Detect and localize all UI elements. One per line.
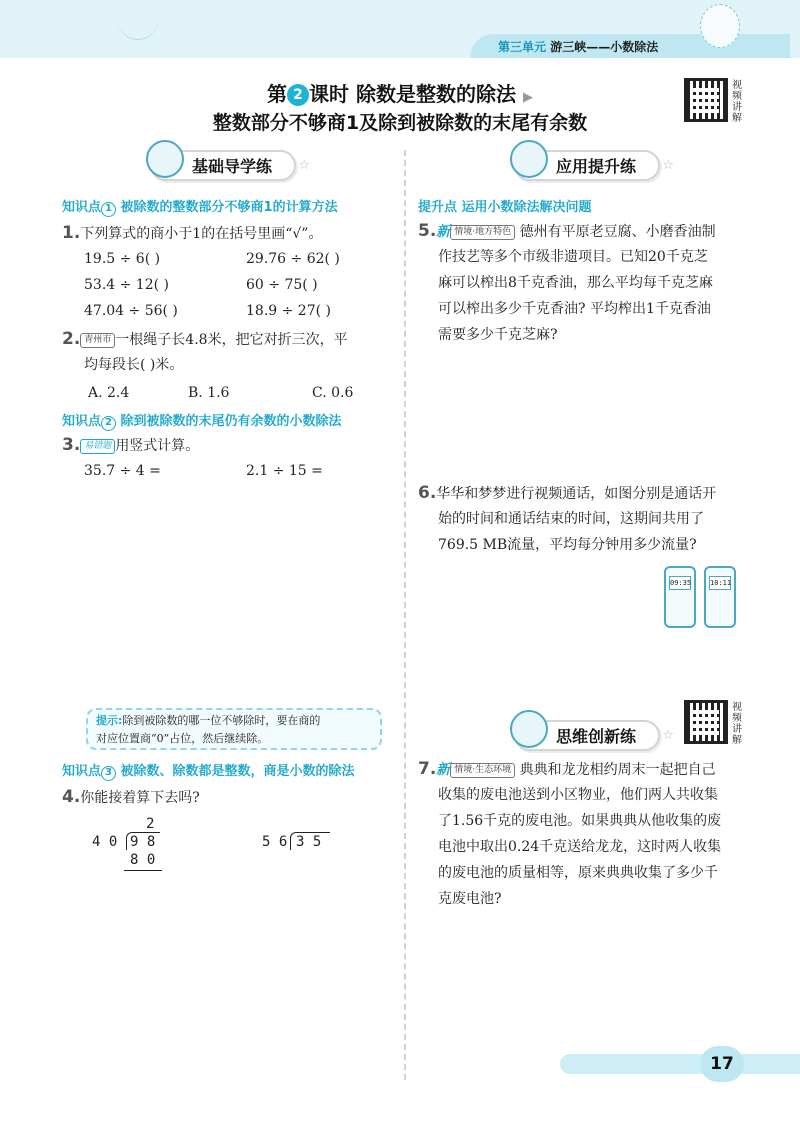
kp-number: 2 <box>101 416 116 431</box>
context-tag: 情境·生态环境 <box>450 763 515 778</box>
option-b: B. 1.6 <box>188 385 230 401</box>
kp-label: 知识点 <box>62 200 102 215</box>
lesson-title <box>0 78 800 107</box>
ip-text: 运用小数除法解决问题 <box>461 200 592 215</box>
division-1-line <box>124 870 162 871</box>
question-text: 一根绳子长4.8米，把它对折三次，平 <box>115 332 348 348</box>
kp-text: 被除数、除数都是整数，商是小数的除法 <box>120 764 355 779</box>
question-2 <box>62 326 348 353</box>
question-6-line: 769.5 MB流量，平均每分钟用多少流量? <box>438 537 697 553</box>
hint-box <box>86 708 382 750</box>
question-number: 5. <box>418 221 437 241</box>
page-number: 17 <box>700 1046 744 1082</box>
phone-time: 10:11 <box>709 576 731 590</box>
context-tag: 情境·地方特色 <box>450 225 515 240</box>
q1-item: 19.5 ÷ 6( ) <box>84 251 161 267</box>
question-text: 德州有平原老豆腐、小磨香油制 <box>519 224 716 240</box>
section-title: 基础导学练 <box>192 157 273 176</box>
section-title: 思维创新练 <box>556 727 637 746</box>
phone-start-icon <box>664 566 696 628</box>
question-7-line: 的废电池的质量相等，原来典典收集了多少千 <box>438 865 718 881</box>
question-7-line: 了1.56千克的废电池。如果典典从他收集的废 <box>438 813 722 829</box>
hint-text: 对应位置商“0”占位，然后继续除。 <box>96 732 269 745</box>
hint-text: 除到被除数的哪一位不够除时，要在商的 <box>122 714 321 727</box>
phone-end-icon <box>704 566 736 628</box>
lesson-subtitle: 整数部分不够商1及除到被除数的末尾有余数 <box>212 112 588 134</box>
question-text: 你能接着算下去吗? <box>80 790 200 806</box>
qr-code-icon[interactable] <box>684 78 728 122</box>
unit-heading <box>498 38 658 55</box>
division-1-divisor: 4 0 <box>92 834 118 850</box>
question-number: 1. <box>62 223 81 243</box>
unit-label: 第三单元 <box>498 40 547 54</box>
title-text: 课时 除数是整数的除法 <box>309 82 516 106</box>
question-7-line: 电池中取出0.24千克送给龙龙，这时两人收集 <box>438 839 722 855</box>
star-icon: ☆ <box>662 158 675 173</box>
footer-bar <box>560 1054 800 1074</box>
play-triangle-icon: ▶ <box>522 90 533 105</box>
question-6-line: 始的时间和通话结束的时间，这期间共用了 <box>438 511 704 527</box>
q3-item: 2.1 ÷ 15 = <box>246 463 323 479</box>
division-2-divisor: 5 6 <box>262 834 288 850</box>
section-header-creative <box>514 720 675 751</box>
mascot-face-icon <box>510 710 548 748</box>
question-number: 2. <box>62 329 81 349</box>
kp-number: 3 <box>101 766 116 781</box>
division-1-dividend: 9 8 <box>130 834 156 850</box>
kp-text: 除到被除数的末尾仍有余数的小数除法 <box>120 414 342 429</box>
knowledge-point-1 <box>62 196 338 217</box>
section-header-basic <box>150 150 311 181</box>
question-3 <box>62 432 199 459</box>
unit-title: 游三峡——小数除法 <box>550 40 659 54</box>
footer-band <box>0 1038 800 1088</box>
new-badge: 新 <box>436 762 451 778</box>
section-title: 应用提升练 <box>556 157 637 176</box>
ip-label: 提升点 <box>418 200 458 215</box>
kp-label: 知识点 <box>62 764 102 779</box>
mascot-face-icon <box>510 140 548 178</box>
question-7-line: 克废电池? <box>438 891 502 907</box>
qr-label: 视频讲解 <box>732 80 742 124</box>
q1-item: 53.4 ÷ 12( ) <box>84 277 169 293</box>
q1-item: 18.9 ÷ 27( ) <box>246 303 331 319</box>
question-5-line: 作技艺等多个市级非遗项目。已知20千克芝 <box>438 249 708 265</box>
kp-number: 1 <box>101 202 116 217</box>
question-text: 用竖式计算。 <box>115 438 200 454</box>
q1-item: 29.76 ÷ 62( ) <box>246 251 340 267</box>
star-icon: ☆ <box>298 158 311 173</box>
q3-item: 35.7 ÷ 4 = <box>84 463 161 479</box>
question-number: 7. <box>418 759 437 779</box>
question-text: 华华和梦梦进行视频通话，如图分别是通话开 <box>436 486 717 502</box>
column-divider <box>404 150 406 1080</box>
question-4 <box>62 784 200 811</box>
question-7 <box>418 756 716 783</box>
question-text: 典典和龙龙相约周末一起把自己 <box>519 762 716 778</box>
kp-label: 知识点 <box>62 414 102 429</box>
hint-label: 提示: <box>96 714 123 727</box>
section-header-applied <box>514 150 675 181</box>
mascot-face-icon <box>146 140 184 178</box>
question-1 <box>62 220 322 247</box>
question-text: 下列算式的商小于1的在括号里画“√”。 <box>80 226 323 242</box>
mascot-icon <box>700 4 740 48</box>
question-5-line: 需要多少千克芝麻? <box>438 327 558 343</box>
star-icon: ☆ <box>662 728 675 743</box>
improvement-point <box>418 196 592 215</box>
lesson-number-badge: 2 <box>287 84 309 106</box>
new-badge: 新 <box>436 224 451 240</box>
phone-time: 09:35 <box>669 576 691 590</box>
question-6 <box>418 480 716 507</box>
division-2-dividend: 3 5 <box>296 834 322 850</box>
option-a: A. 2.4 <box>88 385 130 401</box>
qr-code-icon[interactable] <box>684 700 728 744</box>
question-5 <box>418 218 716 245</box>
question-5-line: 麻可以榨出8千克香油，那么平均每千克芝麻 <box>438 275 713 291</box>
question-5-line: 可以榨出多少千克香油? 平均榨出1千克香油 <box>438 301 711 317</box>
knowledge-point-3 <box>62 760 355 781</box>
error-prone-tag: 易错题 <box>80 439 115 454</box>
q1-item: 60 ÷ 75( ) <box>246 277 318 293</box>
question-number: 6. <box>418 483 437 503</box>
q1-item: 47.04 ÷ 56( ) <box>84 303 178 319</box>
knowledge-point-2 <box>62 410 342 431</box>
kp-text: 被除数的整数部分不够商1的计算方法 <box>120 200 338 215</box>
qr-label: 视频讲解 <box>732 702 742 746</box>
question-7-line: 收集的废电池送到小区物业，他们两人共收集 <box>438 787 718 803</box>
option-c: C. 0.6 <box>312 385 354 401</box>
question-2-line2: 均每段长( )米。 <box>84 357 184 373</box>
region-tag: 青州市 <box>80 333 115 348</box>
division-1-product: 8 0 <box>130 852 156 868</box>
question-number: 3. <box>62 435 81 455</box>
division-1-quotient: 2 <box>146 816 155 832</box>
question-number: 4. <box>62 787 81 807</box>
title-prefix: 第 <box>267 82 288 106</box>
